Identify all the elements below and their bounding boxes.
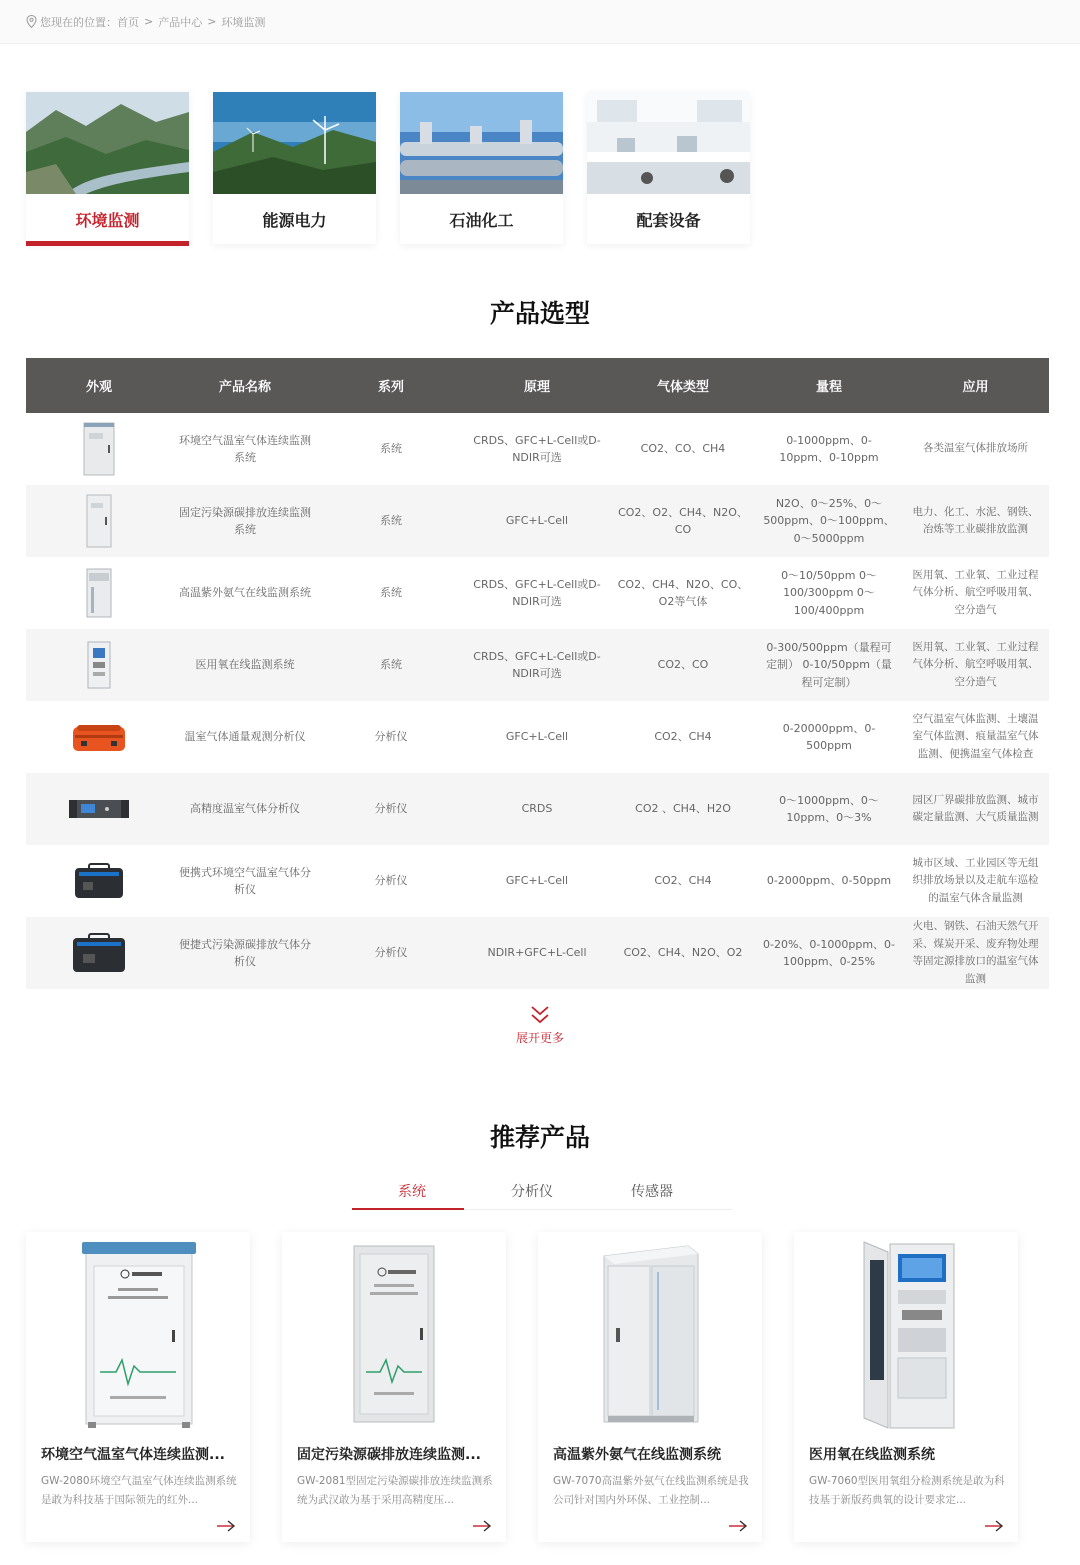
cabinet-product-image [26, 1232, 250, 1432]
column-header-principle: 原理 [464, 358, 610, 413]
selection-title: 产品选型 [489, 299, 590, 328]
category-accessories[interactable] [587, 92, 750, 244]
breadcrumb-separator: > [144, 15, 154, 28]
principle-cell: CRDS、GFC+L-Cell或D-NDIR可选 [473, 577, 601, 608]
breadcrumb-prefix: 您现在的位置： [40, 15, 117, 29]
product-card[interactable] [794, 1232, 1018, 1542]
principle-cell: GFC+L-Cell [505, 730, 569, 744]
arrow-right-icon[interactable] [728, 1520, 748, 1532]
product-card-desc: GW-2080环境空气温室气体连续监测系统是敢为科技基于国际领先的红外... [41, 1475, 237, 1506]
product-name-cell: 便捷式污染源碳排放气体分析仪 [172, 917, 318, 989]
gas-type-cell: CO2 、CH4、H2O [610, 773, 756, 845]
tab-system[interactable]: 系统 [352, 1178, 472, 1210]
range-cell: 0-20000ppm、0-500ppm [782, 721, 876, 752]
application-cell: 园区厂界碳排放监测、城市碳定量监测、大气质量监测 [902, 773, 1049, 845]
gas-type-cell: CO2、CO [610, 629, 756, 701]
series-cell: 系统 [318, 629, 464, 701]
column-header-series: 系列 [318, 358, 464, 413]
range-cell: 0-2000ppm、0-50ppm [766, 874, 892, 888]
recommend-cards [26, 1232, 1018, 1542]
principle-cell: CRDS、GFC+L-Cell或D-NDIR可选 [464, 629, 610, 701]
product-selection-table [26, 358, 1049, 989]
product-card-title: 固定污染源碳排放连续监测... [297, 1447, 481, 1463]
category-label: 环境监测 [75, 210, 140, 230]
gas-type-cell: CO2、CH4 [654, 874, 712, 888]
arrow-right-icon[interactable] [984, 1520, 1004, 1532]
category-label: 能源电力 [262, 210, 327, 230]
product-card-title: 环境空气温室气体连续监测... [41, 1447, 225, 1463]
system-cabinet-icon [85, 493, 113, 549]
arrow-right-icon[interactable] [472, 1520, 492, 1532]
product-card-desc: GW-2081型固定污染源碳排放连续监测系统为武汉敢为基于采用高精度压... [297, 1475, 493, 1506]
system-cabinet-icon [86, 640, 112, 690]
series-cell: 分析仪 [318, 773, 464, 845]
breadcrumb-separator: > [207, 15, 217, 28]
principle-cell: NDIR+GFC+L-Cell [464, 917, 610, 989]
column-header-range: 量程 [756, 358, 902, 413]
gas-type-cell: CO2、CO、CH4 [640, 442, 726, 456]
principle-cell: CRDS [464, 773, 610, 845]
series-cell: 系统 [380, 586, 402, 600]
gas-type-cell: CO2、CH4、N2O、O2 [610, 917, 756, 989]
mountain-river-image [26, 92, 189, 194]
category-energy[interactable] [213, 92, 376, 244]
application-cell: 电力、化工、水泥、钢铁、冶炼等工业碳排放监测 [902, 485, 1049, 557]
expand-more-button[interactable] [0, 1005, 1080, 1046]
series-cell: 系统 [318, 485, 464, 557]
product-card-title: 医用氧在线监测系统 [809, 1447, 935, 1463]
expand-more-label: 展开更多 [515, 1031, 564, 1045]
application-cell: 各类温室气体排放场所 [923, 442, 1028, 455]
recommend-title: 推荐产品 [489, 1123, 590, 1152]
category-label: 配套设备 [636, 210, 701, 230]
category-environment[interactable] [26, 92, 189, 244]
column-header-gas-type: 气体类型 [610, 358, 756, 413]
tab-sensor[interactable]: 传感器 [631, 1184, 673, 1200]
gas-type-cell: CO2、CH4 [654, 730, 712, 744]
breadcrumb-home-link[interactable]: 首页 [117, 15, 139, 29]
breadcrumb [0, 0, 1080, 44]
column-header-product-name: 产品名称 [172, 358, 318, 413]
product-card[interactable] [26, 1232, 250, 1542]
column-header-application: 应用 [902, 358, 1049, 413]
range-cell: 0-1000ppm、0-10ppm、0-10ppm [779, 433, 879, 464]
wind-turbine-image [213, 92, 376, 194]
portable-case-icon [73, 862, 125, 900]
system-cabinet-icon [85, 567, 113, 619]
series-cell: 系统 [380, 442, 402, 456]
gas-type-cell: CO2、CH4、N2O、CO、O2等气体 [617, 577, 749, 608]
application-cell: 医用氧、工业氧、工业过程气体分析、航空呼吸用氧、空分造气 [912, 568, 1039, 616]
cabinet-product-image [282, 1232, 506, 1432]
arrow-right-icon[interactable] [216, 1520, 236, 1532]
tab-analyzer[interactable]: 分析仪 [511, 1184, 553, 1200]
breadcrumb-current: 环境监测 [221, 15, 266, 29]
range-cell: 0～1000ppm、0～10ppm、0～3% [756, 773, 902, 845]
category-label: 石油化工 [449, 210, 514, 230]
product-card[interactable] [538, 1232, 762, 1542]
application-cell: 城市区域、工业园区等无组织排放场景以及走航车巡检的温室气体含量监测 [912, 856, 1039, 904]
cabinet-product-image [794, 1232, 1018, 1432]
application-cell: 火电、钢铁、石油天然气开采、煤炭开采、废弃物处理等固定源排放口的温室气体监测 [902, 917, 1049, 989]
range-cell: 0～10/50ppm 0～100/300ppm 0～100/400ppm [781, 568, 877, 617]
table-row[interactable] [26, 773, 1049, 845]
product-name-cell: 医用氧在线监测系统 [172, 629, 318, 701]
table-header-row [26, 358, 1049, 413]
range-cell: 0-300/500ppm（量程可定制） 0-10/50ppm（量程可定制） [756, 629, 902, 701]
cabinet-product-image [538, 1232, 762, 1432]
table-row[interactable] [26, 485, 1049, 557]
orange-case-icon [71, 721, 127, 753]
range-cell: N2O、0～25%、0～500ppm、0～100ppm、0～5000ppm [756, 485, 902, 557]
rack-analyzer-icon [67, 797, 131, 821]
range-cell: 0-20%、0-1000ppm、0-100ppm、0-25% [756, 917, 902, 989]
product-card-title: 高温紫外氨气在线监测系统 [553, 1447, 721, 1463]
series-cell: 分析仪 [374, 730, 408, 744]
category-petrochemical[interactable] [400, 92, 563, 244]
principle-cell: CRDS、GFC+L-Cell或D-NDIR可选 [473, 433, 601, 464]
product-card-desc: GW-7070高温紫外氨气在线监测系统是我公司针对国内外环保、工业控制... [553, 1475, 749, 1506]
principle-cell: GFC+L-Cell [464, 485, 610, 557]
table-row[interactable] [26, 845, 1049, 917]
category-nav [26, 92, 750, 244]
product-card[interactable] [282, 1232, 506, 1542]
location-pin-icon [26, 15, 37, 28]
column-header-appearance: 外观 [26, 358, 172, 413]
product-card-desc: GW-7060型医用氧组分检测系统是敢为科技基于新版药典氧的设计要求定... [809, 1475, 1005, 1506]
series-cell: 分析仪 [374, 874, 408, 888]
product-name-cell: 便携式环境空气温室气体分析仪 [179, 865, 311, 896]
breadcrumb-products-link[interactable]: 产品中心 [158, 15, 203, 29]
portable-case-icon [71, 932, 127, 974]
application-cell: 医用氧、工业氧、工业过程气体分析、航空呼吸用氧、空分造气 [902, 629, 1049, 701]
table-row[interactable] [26, 413, 1049, 485]
system-cabinet-icon [82, 421, 116, 477]
recommend-tabs [352, 1178, 712, 1210]
principle-cell: GFC+L-Cell [505, 874, 569, 888]
product-name-cell: 高精度温室气体分析仪 [172, 773, 318, 845]
pipeline-image [400, 92, 563, 194]
gas-type-cell: CO2、O2、CH4、N2O、CO [610, 485, 756, 557]
application-cell: 空气温室气体监测、土壤温室气体监测、痕量温室气体监测、便携温室气体检查 [912, 712, 1039, 760]
table-row[interactable] [26, 701, 1049, 773]
product-name-cell: 温室气体通量观测分析仪 [184, 730, 306, 744]
series-cell: 分析仪 [318, 917, 464, 989]
product-name-cell: 环境空气温室气体连续监测系统 [179, 433, 311, 464]
double-chevron-down-icon [529, 1005, 551, 1025]
table-row[interactable] [26, 557, 1049, 629]
product-name-cell: 高温紫外氨气在线监测系统 [179, 586, 311, 600]
laboratory-image [587, 92, 750, 194]
table-row[interactable] [26, 629, 1049, 701]
product-name-cell: 固定污染源碳排放连续监测系统 [172, 485, 318, 557]
table-row[interactable] [26, 917, 1049, 989]
